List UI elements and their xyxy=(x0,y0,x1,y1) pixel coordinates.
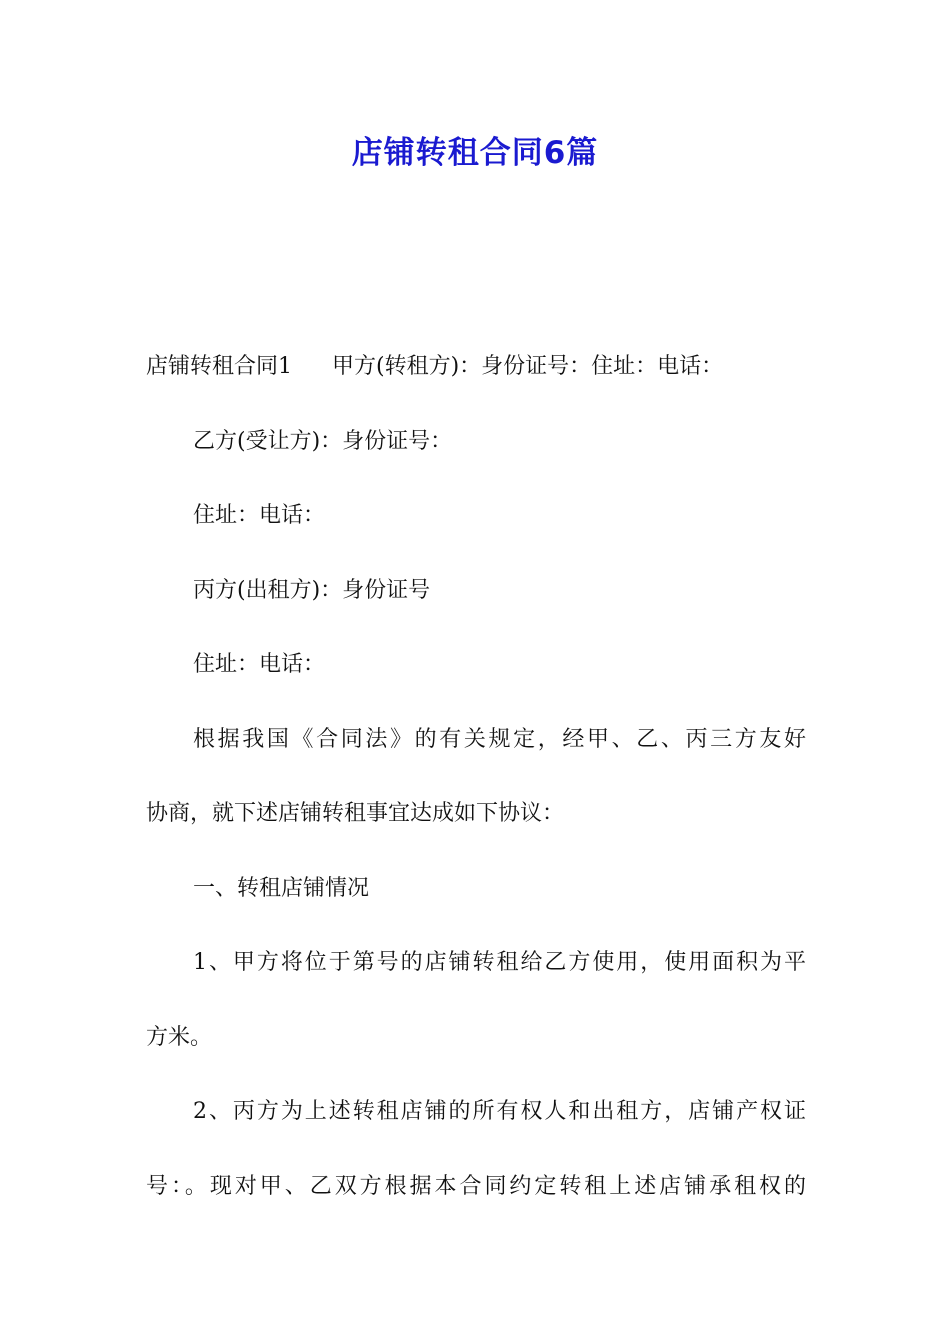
party-b-info: 乙方(受让方)：身份证号： xyxy=(193,428,453,454)
document-title: 店铺转租合同6篇 xyxy=(351,135,599,171)
party-b-address: 住址：电话： xyxy=(193,503,326,528)
paragraph-line: 2、丙方为上述转租店铺的所有权人和出租方，店铺产权证 xyxy=(193,1099,806,1124)
party-c-address: 住址：电话： xyxy=(193,652,326,677)
paragraph-line: 根据我国《合同法》的有关规定，经甲、乙、丙三方友好 xyxy=(193,726,806,752)
paragraph-line: 协商，就下述店铺转租事宜达成如下协议： xyxy=(146,801,565,826)
party-c-info: 丙方(出租方)：身份证号 xyxy=(193,577,431,603)
section-heading: 一、转租店铺情况 xyxy=(193,875,370,901)
paragraph-line: 方米。 xyxy=(146,1024,213,1050)
party-a-info: 甲方(转租方)：身份证号：住址：电话： xyxy=(332,354,724,379)
document-body xyxy=(146,330,806,1224)
paragraph-line: 1、甲方将位于第号的店铺转租给乙方使用，使用面积为平 xyxy=(193,950,806,975)
paragraph-line xyxy=(146,330,806,405)
paragraph-line: 号：。现对甲、乙双方根据本合同约定转租上述店铺承租权的 xyxy=(146,1173,806,1199)
contract-heading: 店铺转租合同1 xyxy=(146,354,292,379)
